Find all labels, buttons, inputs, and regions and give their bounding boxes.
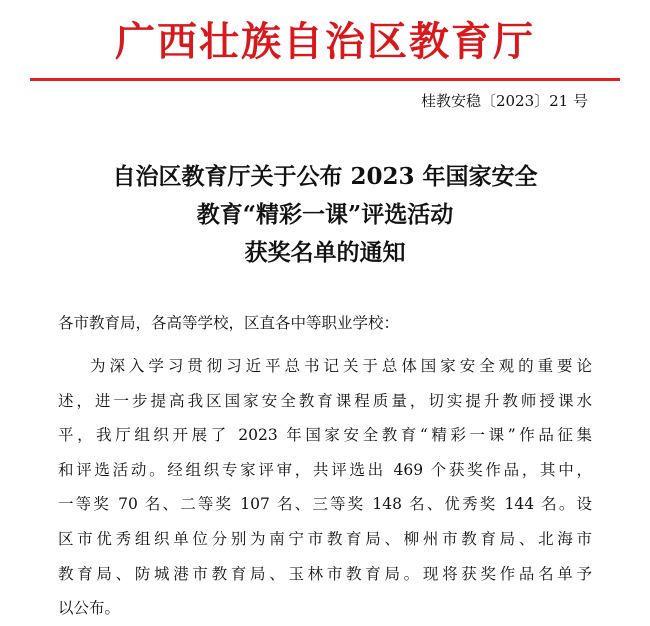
document-title-line-1: 自治区教育厅关于公布 2023 年国家安全 <box>112 163 538 190</box>
document-title-line-3: 获奖名单的通知 <box>244 239 406 266</box>
body-paragraph <box>58 349 592 626</box>
body-line-1: 为深入学习贯彻习近平总书记关于总体国家安全观的重要论 <box>90 357 592 375</box>
body-line-4: 和评选活动。经组织专家评审，共评选出 469 个获奖作品，其中， <box>58 460 592 479</box>
header-red-rule <box>30 78 620 81</box>
addressee-line: 各市教育局，各高等学校，区直各中等职业学校： <box>58 314 400 332</box>
body-line-5: 一等奖 70 名、二等奖 107 名、三等奖 148 名、优秀奖 144 名。设 <box>58 495 592 514</box>
body-line-3: 平，我厅组织开展了 2023 年国家安全教育“精彩一课”作品征集 <box>58 426 592 445</box>
document-number: 桂教安稳〔2023〕21 号 <box>420 92 588 110</box>
body-line-8: 以公布。 <box>58 599 121 618</box>
issuer-header-title: 广西壮族自治区教育厅 <box>115 18 535 65</box>
document-title <box>0 158 650 272</box>
body-line-7: 教育局、防城港市教育局、玉林市教育局。现将获奖作品名单予 <box>58 564 592 583</box>
body-line-6: 区市优秀组织单位分别为南宁市教育局、柳州市教育局、北海市 <box>58 529 592 548</box>
body-line-2: 述，进一步提高我区国家安全教育课程质量，切实提升教师授课水 <box>58 391 592 410</box>
document-title-line-2: 教育“精彩一课”评选活动 <box>196 201 454 228</box>
